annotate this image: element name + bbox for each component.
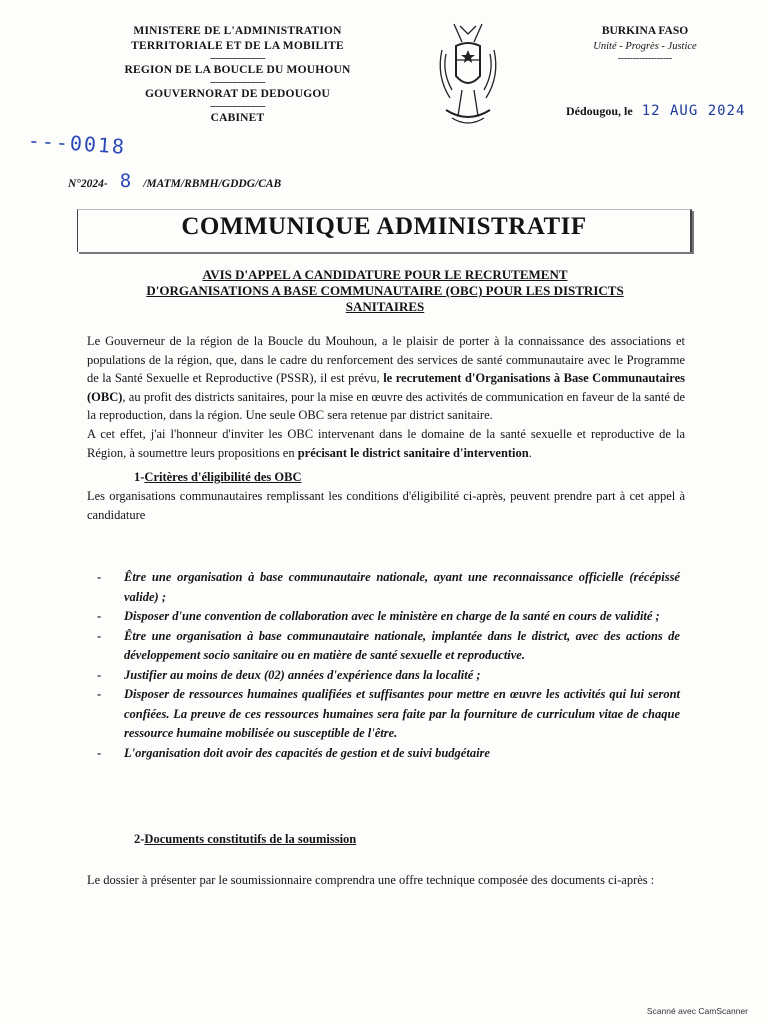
separator: ---------------------- xyxy=(210,101,265,111)
list-item-text: Disposer de ressources humaines qualifiées et suffisantes pour mettre en œuvre les activités qui lui seront confiées. La preuve de ces ressources humaines sera faite par la fourniture de curriculum vitae de chaque ressource humaine mobilisée ou susceptible de l'être. xyxy=(124,687,680,740)
national-motto: Unité - Progrès - Justice xyxy=(593,41,697,52)
list-item xyxy=(95,685,680,744)
document-title: COMMUNIQUE ADMINISTRATIF xyxy=(77,209,692,252)
bullet: - xyxy=(97,628,102,643)
section-number: 2- xyxy=(134,832,145,846)
date-line xyxy=(566,103,745,119)
separator: ---------------------- xyxy=(210,53,265,63)
reference-suffix: /MATM/RBMH/GDDG/CAB xyxy=(143,178,282,190)
bullet: - xyxy=(97,667,102,682)
intro-emphasis: précisant le district sanitaire d'intervention xyxy=(297,445,529,460)
list-item xyxy=(95,568,680,607)
intro-text: , au profit des districts sanitaires, pour la mise en œuvre des activités de communication en faveur de la santé de la reproduction, dans la région. Une seule OBC sera retenue par district sanitaire. xyxy=(87,389,685,423)
gouvernorat-name: GOUVERNORAT DE DEDOUGOU xyxy=(145,88,330,100)
intro-body xyxy=(87,332,685,524)
section-title-text: Critères d'éligibilité des OBC xyxy=(144,470,302,485)
list-item-text: Être une organisation à base communautaire nationale, implantée dans le district, avec des actions de développement socio sanitaire ou en matière de santé sexuelle et reproductive. xyxy=(124,628,680,662)
list-item-text: Justifier au moins de deux (02) années d'expérience dans la localité ; xyxy=(124,667,481,682)
list-item xyxy=(95,744,680,764)
country-header xyxy=(545,24,745,63)
section-title-text: Documents constitutifs de la soumission xyxy=(144,832,357,846)
intro-text: . xyxy=(528,445,532,460)
reference-prefix: N°2024- xyxy=(68,178,108,190)
date-stamp: 12 AUG 2024 xyxy=(641,103,746,119)
list-item xyxy=(95,627,680,666)
date-prefix: Dédougou, le xyxy=(566,104,633,118)
bullet: - xyxy=(97,609,102,623)
section-2-text: Le dossier à présenter par le soumissionnaire comprendra une offre technique composée des documents ci-après : xyxy=(87,873,655,887)
criteria-list xyxy=(95,568,680,763)
notice-heading-line-1: AVIS D'APPEL A CANDIDATURE POUR LE RECRUTEMENT xyxy=(202,267,568,282)
section-2-body xyxy=(87,871,685,890)
handwritten-number: 8 xyxy=(119,170,132,192)
list-item-text: L'organisation doit avoir des capacités de gestion et de suivi budgétaire xyxy=(124,745,490,760)
region-name: REGION DE LA BOUCLE DU MOUHOUN xyxy=(124,64,351,76)
bullet: - xyxy=(97,687,102,701)
scanner-watermark: Scanné avec CamScanner xyxy=(646,1006,748,1016)
section-2-title xyxy=(134,830,356,848)
intro-paragraph-1 xyxy=(87,332,685,425)
coat-of-arms-emblem xyxy=(432,20,504,132)
notice-heading-line-3: SANITAIRES xyxy=(345,299,425,314)
separator: ---------------------- xyxy=(210,77,265,87)
list-item-text: Être une organisation à base communautaire nationale, ayant une reconnaissance officielle (récépissé valide) ; xyxy=(124,570,680,604)
list-item xyxy=(95,666,680,686)
list-item xyxy=(95,607,680,627)
bullet: - xyxy=(97,570,102,584)
reference-line xyxy=(68,170,281,192)
bullet: - xyxy=(97,745,102,760)
section-1-intro: Les organisations communautaires remplissant les conditions d'éligibilité ci-après, peuvent prendre part à cet appel à candidature xyxy=(87,489,685,522)
intro-emphasis: le recrutement d'Organisations à Base Communautaires (OBC) xyxy=(87,371,685,404)
country-name: BURKINA FASO xyxy=(601,25,689,37)
section-1-title xyxy=(134,468,685,486)
intro-text: A cet effet, j'ai l'honneur d'inviter les OBC intervenant dans le domaine de la santé sexuelle et reproductive de la Région, à soumettre leurs propositions en xyxy=(87,426,685,460)
list-item-text: Disposer d'une convention de collaboration avec le ministère en charge de la santé en cours de validité ; xyxy=(124,609,660,623)
ministry-line-2: TERRITORIALE ET DE LA MOBILITE xyxy=(131,40,344,52)
notice-heading xyxy=(85,267,685,315)
intro-paragraph-2 xyxy=(87,425,685,462)
ministry-header xyxy=(95,24,380,126)
cabinet-label: CABINET xyxy=(210,112,265,124)
separator: ------------------ xyxy=(618,53,672,63)
notice-heading-line-2: D'ORGANISATIONS A BASE COMMUNAUTAIRE (OBC) POUR LES DISTRICTS xyxy=(146,283,624,298)
registration-number-stamp: ---0018 xyxy=(27,128,127,159)
section-number: 1- xyxy=(134,470,145,485)
intro-text: Le Gouverneur de la région de la Boucle du Mouhoun, a le plaisir de porter à la connaissance des associations et populations de la région, que, dans le cadre du renforcement des services de santé communautaire avec le Programme de la Santé Sexuelle et Reproductive (PSSR), il est prévu, xyxy=(87,334,685,386)
ministry-line-1: MINISTERE DE L'ADMINISTRATION xyxy=(133,25,342,37)
